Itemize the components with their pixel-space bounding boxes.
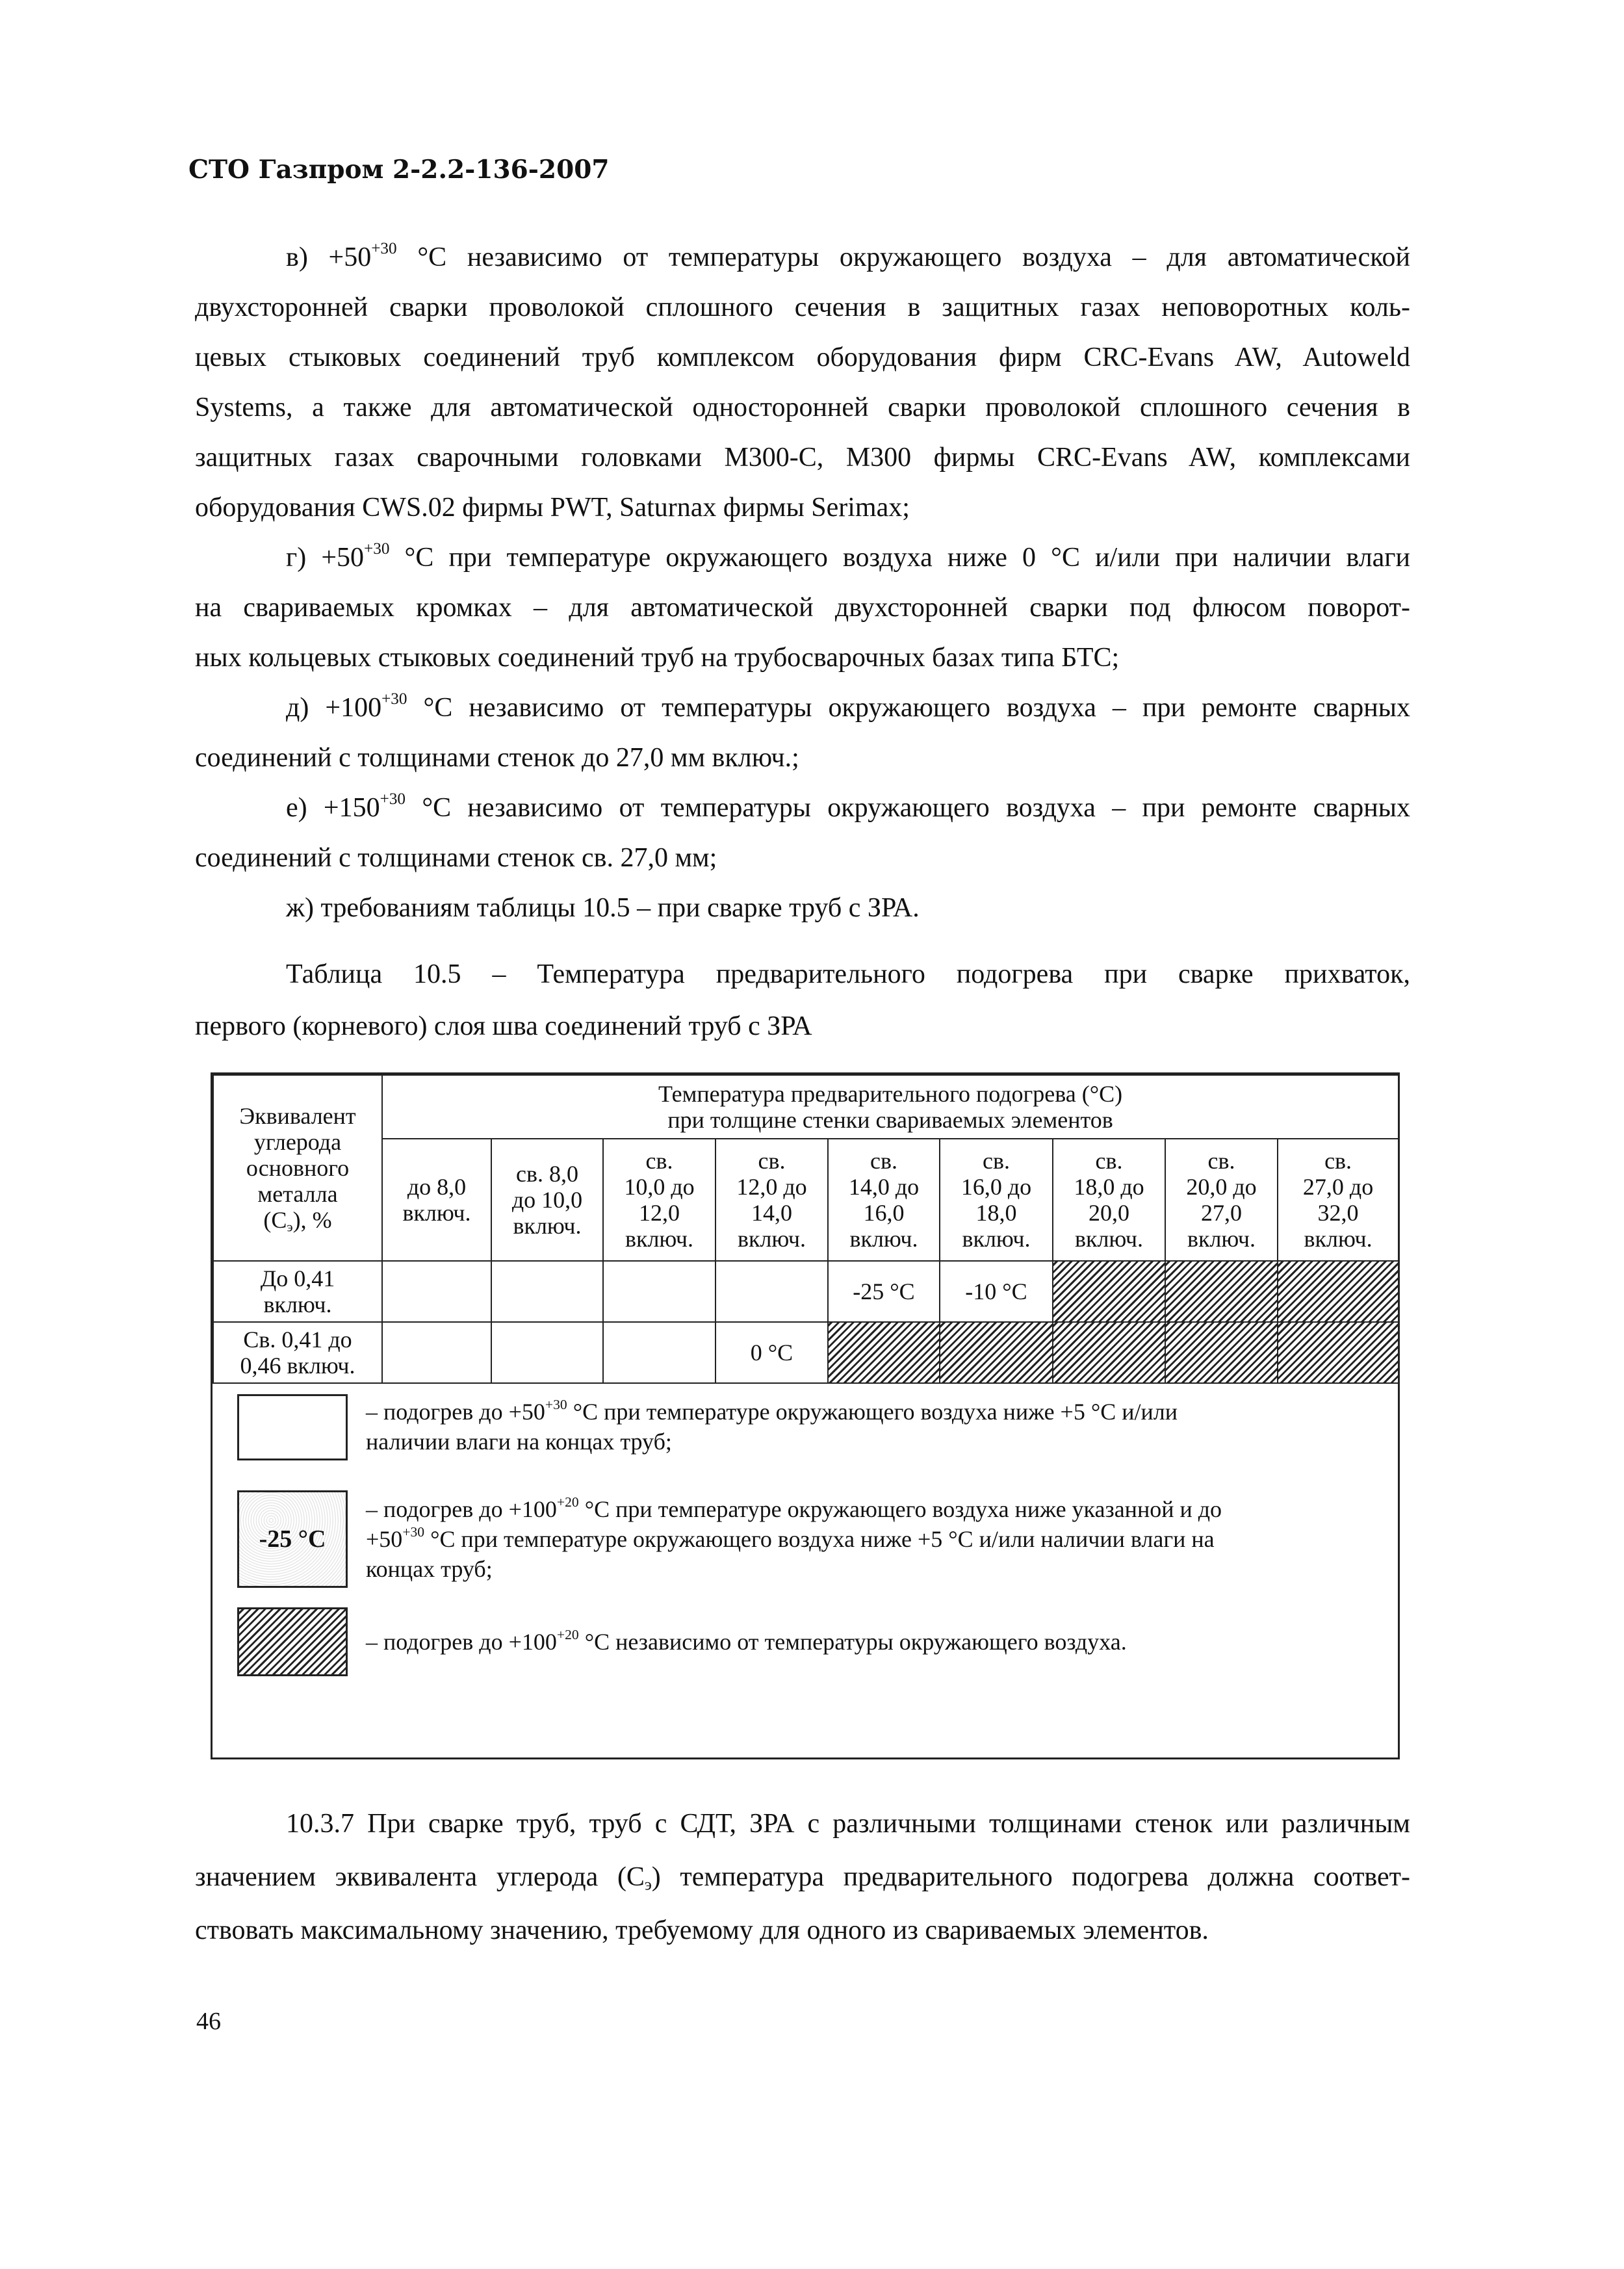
text-line: соединений с толщинами стенок св. 27,0 мм; <box>195 843 717 873</box>
paragraph-e <box>195 783 1410 883</box>
column-header-cell: св. 8,0 до 10,0 включ. <box>491 1139 603 1261</box>
column-header-cell: св. 18,0 до 20,0 включ. <box>1053 1139 1165 1261</box>
column-header-cell: св. 10,0 до 12,0 включ. <box>603 1139 715 1261</box>
text-line: защитных газах сварочными головками М300-С, М300 фирмы CRC-Evans AW, комплексами <box>195 443 1410 473</box>
table-cell: -25 °С <box>828 1261 940 1322</box>
table-cell <box>603 1261 715 1322</box>
table-caption <box>195 948 1410 1052</box>
text-line: цевых стыковых соединений труб комплексом оборудования фирм CRC-Evans AW, Autoweld <box>195 343 1410 372</box>
text-line: Таблица 10.5 – Температура предварительного подогрева при сварке прихваток, <box>286 959 1410 989</box>
row-label-cell: Св. 0,41 до 0,46 включ. <box>213 1322 382 1383</box>
legend-text: – подогрев до $+50^{+30}$ °С при температуре окружающего воздуха ниже +5 °С и/или наличии влаги на концах труб; <box>366 1396 1178 1455</box>
table-cell: 0 °С <box>715 1322 828 1383</box>
column-header-cell: до 8,0 включ. <box>382 1139 491 1261</box>
text-line: первого (корневого) слоя шва соединений труб с ЗРА <box>195 1011 812 1041</box>
text-line: ных кольцевых стыковых соединений труб на трубосварочных базах типа БТС; <box>195 643 1120 673</box>
table-cell <box>715 1261 828 1322</box>
paragraph-d <box>195 683 1410 783</box>
table-cell <box>1053 1322 1165 1383</box>
legend-swatch <box>237 1607 348 1676</box>
table-header-row <box>213 1075 1398 1139</box>
table-cell <box>828 1322 940 1383</box>
legend-swatch: -25 °С <box>237 1490 348 1588</box>
text-line: ж) требованиям таблицы 10.5 – при сварке труб с ЗРА. <box>286 893 920 923</box>
paragraph-v <box>195 233 1410 533</box>
paragraph-zh <box>195 883 1410 933</box>
paragraph-10-3-7 <box>195 1797 1410 1957</box>
table-cell <box>940 1322 1053 1383</box>
table-cell <box>1278 1322 1398 1383</box>
text-line: на свариваемых кромках – для автоматической двухсторонней сварки под флюсом поворот- <box>195 593 1410 623</box>
table-cell <box>1278 1261 1398 1322</box>
text-line: $в) +50^{+30}$ °С независимо от температуры окружающего воздуха – для автоматической <box>286 240 1410 272</box>
table-cell <box>491 1322 603 1383</box>
table-cell <box>1165 1322 1278 1383</box>
preheat-table-frame <box>211 1072 1400 1759</box>
column-header-cell: св. 14,0 до 16,0 включ. <box>828 1139 940 1261</box>
column-header-cell: св. 20,0 до 27,0 включ. <box>1165 1139 1278 1261</box>
table-cell <box>1053 1261 1165 1322</box>
preheat-table <box>213 1074 1399 1384</box>
column-header-cell: св. 12,0 до 14,0 включ. <box>715 1139 828 1261</box>
table-cell: -10 °С <box>940 1261 1053 1322</box>
group-header-cell: Температура предварительного подогрева (°С) при толщине стенки свариваемых элементов <box>382 1075 1398 1139</box>
table-cell <box>1165 1261 1278 1322</box>
paragraph-g <box>195 533 1410 683</box>
text-line: оборудования CWS.02 фирмы PWT, Saturnax фирмы Serimax; <box>195 493 910 523</box>
legend-swatch <box>237 1394 348 1460</box>
row-label-cell: До 0,41 включ. <box>213 1261 382 1322</box>
page-number: 46 <box>196 2008 221 2035</box>
column-header-cell: св. 16,0 до 18,0 включ. <box>940 1139 1053 1261</box>
text-line: $д) +100^{+30}$ °С независимо от температуры окружающего воздуха – при ремонте сварных <box>286 690 1410 723</box>
legend-text: – подогрев до $+100^{+20}$ °С независимо от температуры окружающего воздуха. <box>366 1626 1127 1655</box>
text-line: значением эквивалента углерода $(С_э)$ температура предварительного подогрева должна соответ- <box>195 1862 1410 1894</box>
text-line: ствовать максимальному значению, требуемому для одного из свариваемых элементов. <box>195 1915 1209 1945</box>
table-subheader-row <box>213 1139 1398 1261</box>
row-header-cell: Эквивалент углерода основного металла $(С_э)$, % <box>213 1075 382 1261</box>
text-line: 10.3.7 При сварке труб, труб с СДТ, ЗРА с различными толщинами стенок или различным <box>286 1809 1410 1839</box>
document-header: СТО Газпром 2-2.2-136-2007 <box>188 155 610 185</box>
column-header-cell: св. 27,0 до 32,0 включ. <box>1278 1139 1398 1261</box>
table-row <box>213 1261 1398 1322</box>
legend-text: – подогрев до $+100^{+20}$ °С при температуре окружающего воздуха ниже указанной и до $+50^{+30}$ °С при температуре окружающего воздуха ниже +5 °С и/или наличии влаги на концах труб; <box>366 1494 1222 1582</box>
table-row <box>213 1322 1398 1383</box>
table-cell <box>603 1322 715 1383</box>
text-line: $е) +150^{+30}$ °С независимо от температуры окружающего воздуха – при ремонте сварных <box>286 790 1410 823</box>
text-line: $г) +50^{+30}$ °С при температуре окружающего воздуха ниже 0 °С и/или при наличии влаги <box>286 540 1410 573</box>
table-cell <box>382 1322 491 1383</box>
text-line: Systems, а также для автоматической односторонней сварки проволокой сплошного сечения в <box>195 393 1410 422</box>
table-cell <box>382 1261 491 1322</box>
text-line: двухсторонней сварки проволокой сплошного сечения в защитных газах неповоротных коль- <box>195 292 1410 322</box>
text-line: соединений с толщинами стенок до 27,0 мм включ.; <box>195 743 799 773</box>
table-cell <box>491 1261 603 1322</box>
